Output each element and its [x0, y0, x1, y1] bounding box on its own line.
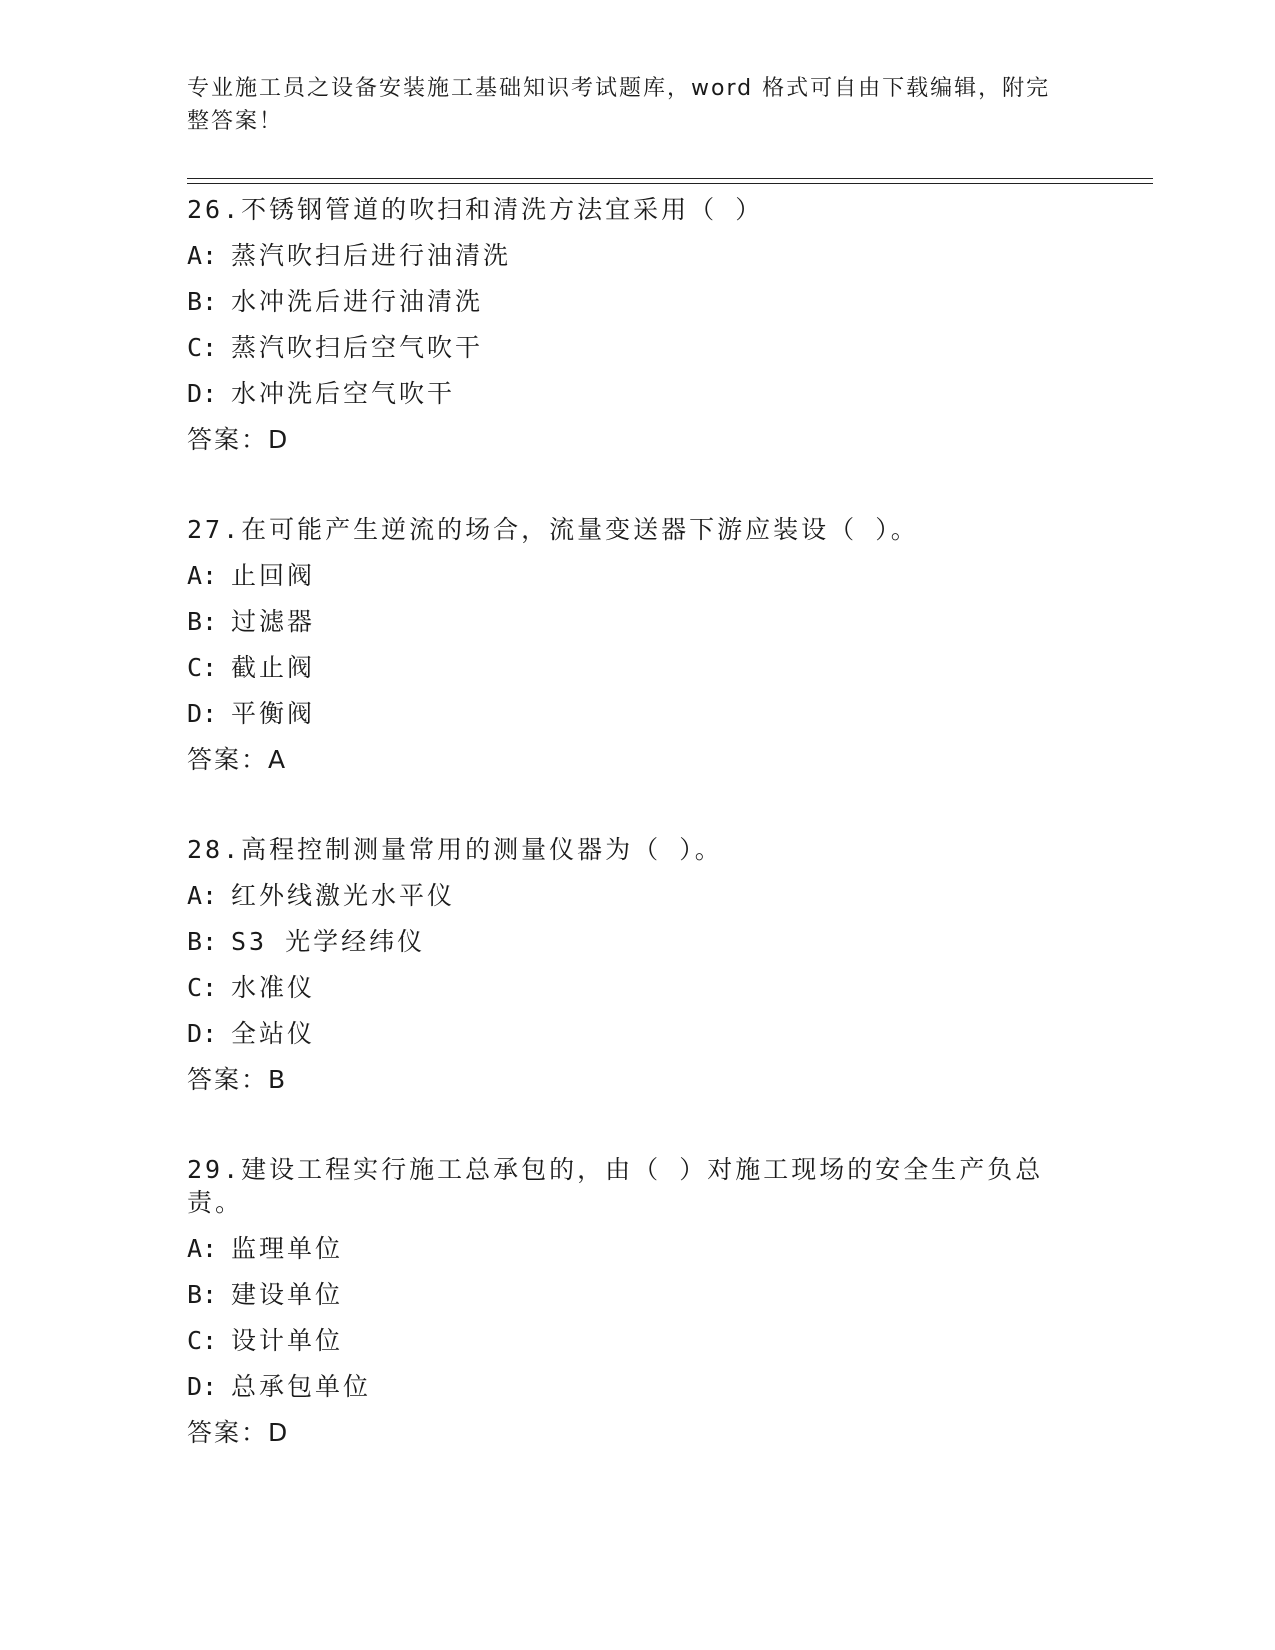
option-letter: B: [187, 287, 218, 316]
option-text: 总承包单位 [231, 1372, 372, 1401]
document-intro: 专业施工员之设备安装施工基础知识考试题库，word 格式可自由下载编辑，附完整答案！ [187, 76, 1051, 134]
option-c [187, 971, 1067, 1004]
option-letter: A: [187, 1234, 218, 1263]
option-text: S3 光学经纬仪 [231, 927, 426, 956]
answer-line: 答案：D [187, 1418, 290, 1447]
question-28 [187, 833, 1067, 1096]
option-letter: B: [187, 607, 218, 636]
option-letter: D: [187, 1372, 218, 1401]
option-d [187, 377, 1067, 410]
option-a [187, 879, 1067, 912]
option-letter: A: [187, 881, 218, 910]
option-text: 建设单位 [231, 1280, 344, 1309]
question-stem: 28.高程控制测量常用的测量仪器为（ ）。 [187, 835, 723, 864]
question-stem: 27.在可能产生逆流的场合，流量变送器下游应装设（ ）。 [187, 515, 919, 544]
option-letter: B: [187, 1280, 218, 1309]
option-text: 截止阀 [231, 653, 316, 682]
option-d [187, 1370, 1067, 1403]
option-text: 蒸汽吹扫后空气吹干 [231, 333, 484, 362]
question-stem: 29.建设工程实行施工总承包的，由（ ）对施工现场的安全生产负总责。 [187, 1155, 1044, 1217]
option-text: 止回阀 [231, 561, 316, 590]
header-divider-bottom [187, 183, 1153, 184]
option-text: 红外线激光水平仪 [231, 881, 456, 910]
answer-line: 答案：B [187, 1065, 288, 1094]
question-stem: 26.不锈钢管道的吹扫和清洗方法宜采用（ ） [187, 195, 764, 224]
option-text: 蒸汽吹扫后进行油清洗 [231, 241, 512, 270]
answer-line: 答案：A [187, 745, 288, 774]
option-a [187, 559, 1067, 592]
option-letter: A: [187, 561, 218, 590]
option-text: 全站仪 [231, 1019, 316, 1048]
option-b [187, 285, 1067, 318]
option-text: 水冲洗后空气吹干 [231, 379, 456, 408]
option-letter: C: [187, 653, 218, 682]
option-c [187, 1324, 1067, 1357]
option-letter: C: [187, 973, 218, 1002]
option-letter: C: [187, 333, 218, 362]
option-a [187, 239, 1067, 272]
answer-line: 答案：D [187, 425, 290, 454]
header-divider-top [187, 178, 1153, 179]
option-text: 平衡阀 [231, 699, 316, 728]
option-text: 监理单位 [231, 1234, 344, 1263]
option-c [187, 651, 1067, 684]
option-b [187, 1278, 1067, 1311]
option-text: 设计单位 [231, 1326, 344, 1355]
option-letter: A: [187, 241, 218, 270]
option-b [187, 605, 1067, 638]
option-text: 水冲洗后进行油清洗 [231, 287, 484, 316]
option-d [187, 1017, 1067, 1050]
option-c [187, 331, 1067, 364]
option-letter: C: [187, 1326, 218, 1355]
option-letter: D: [187, 379, 218, 408]
option-d [187, 697, 1067, 730]
option-letter: D: [187, 699, 218, 728]
option-text: 水准仪 [231, 973, 316, 1002]
question-26 [187, 193, 1067, 456]
question-27 [187, 513, 1067, 776]
question-29 [187, 1153, 1067, 1449]
option-letter: B: [187, 927, 218, 956]
option-a [187, 1232, 1067, 1265]
option-text: 过滤器 [231, 607, 316, 636]
option-b [187, 925, 1067, 958]
option-letter: D: [187, 1019, 218, 1048]
